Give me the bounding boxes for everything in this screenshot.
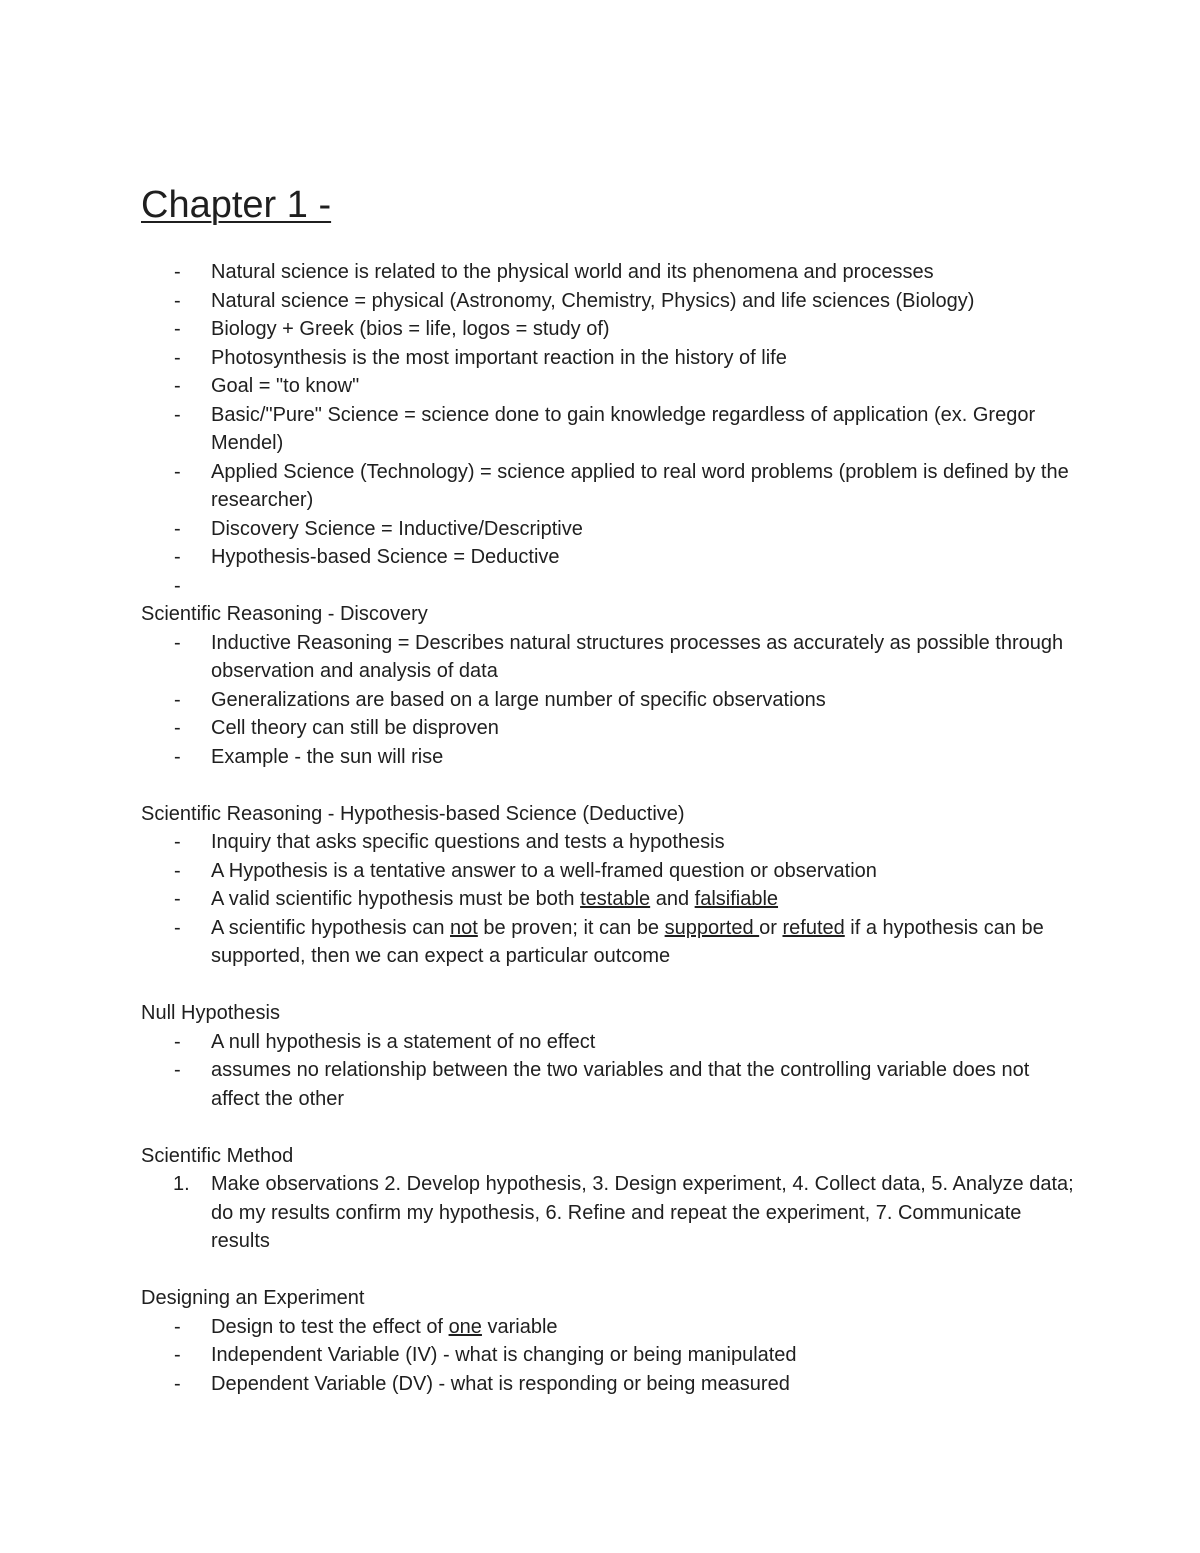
section-heading-hypothesis-based: Scientific Reasoning - Hypothesis-based Science (Deductive) <box>141 802 685 825</box>
list-item <box>141 828 1081 857</box>
list-item <box>141 372 1081 401</box>
dash-marker: - <box>174 831 181 853</box>
list-item-text: Applied Science (Technology) = science applied to real word problems (problem is defined by the researcher) <box>211 460 1069 511</box>
dash-marker: - <box>174 289 181 312</box>
designing-list <box>141 1313 1081 1399</box>
dash-marker: - <box>174 574 181 597</box>
list-item <box>141 857 1081 886</box>
dash-marker: - <box>174 859 181 882</box>
intro-list <box>141 258 1081 600</box>
list-item-text: Inquiry that asks specific questions and tests a hypothesis <box>211 831 725 853</box>
list-item-text: Goal = "to know" <box>211 375 360 397</box>
dash-marker: - <box>174 1344 181 1366</box>
section-heading-designing-experiment: Designing an Experiment <box>141 1287 365 1309</box>
page-title: Chapter 1 - <box>141 184 332 226</box>
list-item-text: Make observations 2. Develop hypothesis, 3. Design experiment, 4. Collect data, 5. Analyze data; do my results confirm my hypothesis, 6. Refine and repeat the experiment, 7. Communicate results <box>211 1173 1074 1252</box>
dash-marker: - <box>174 1059 181 1081</box>
list-item-text: and <box>650 888 695 910</box>
list-item-text: assumes no relationship between the two variables and that the controlling variable does not affect the other <box>211 1059 1030 1110</box>
hypothesis-based-list <box>141 828 1081 971</box>
list-item <box>141 629 1081 686</box>
blank-line <box>141 971 1081 1000</box>
blank-line <box>141 1113 1081 1142</box>
list-item-text: Independent Variable (IV) - what is changing or being manipulated <box>211 1344 797 1366</box>
list-item <box>141 1056 1081 1113</box>
list-item <box>141 344 1081 373</box>
section-heading-null-hypothesis: Null Hypothesis <box>141 1002 280 1024</box>
list-item <box>141 287 1081 316</box>
list-item <box>141 515 1081 544</box>
list-item <box>141 743 1081 772</box>
list-item-text: A null hypothesis is a statement of no effect <box>211 1030 596 1053</box>
dash-marker: - <box>174 631 181 654</box>
dash-marker: - <box>174 375 181 397</box>
list-item-text: be proven; it can be <box>477 916 665 939</box>
dash-marker: - <box>174 346 181 369</box>
dash-marker: - <box>174 888 181 910</box>
dash-marker: - <box>174 318 181 340</box>
dash-marker: - <box>174 745 181 768</box>
discovery-list <box>141 629 1081 772</box>
document-page <box>141 180 1081 1398</box>
list-item-text: Photosynthesis is the most important reaction in the history of life <box>211 346 787 369</box>
list-item-text: Natural science is related to the physical world and its phenomena and processes <box>211 261 934 283</box>
dash-marker: - <box>174 717 181 739</box>
dash-marker: - <box>174 546 181 568</box>
list-item <box>141 714 1081 743</box>
list-item-text: Hypothesis-based Science = Deductive <box>211 546 560 568</box>
list-item-text: A scientific hypothesis can <box>211 916 451 939</box>
underlined-term: supported <box>664 916 760 939</box>
dash-marker: - <box>174 1030 181 1053</box>
dash-marker: - <box>174 1315 181 1338</box>
list-item-empty <box>141 572 1081 601</box>
dash-marker: - <box>174 688 181 711</box>
list-item <box>141 543 1081 572</box>
list-item-text: or <box>759 916 783 939</box>
list-item <box>141 315 1081 344</box>
dash-marker: - <box>174 1372 181 1395</box>
list-item-text: Basic/"Pure" Science = science done to gain knowledge regardless of application (ex. Gregor Mendel) <box>211 403 1036 454</box>
list-item-text: A Hypothesis is a tentative answer to a well-framed question or observation <box>211 859 877 882</box>
dash-marker: - <box>174 403 181 426</box>
list-item-text: Cell theory can still be disproven <box>211 717 499 739</box>
dash-marker: - <box>174 916 181 939</box>
list-item <box>141 1313 1081 1342</box>
number-marker: 1. <box>173 1173 190 1195</box>
underlined-term: refuted <box>782 916 845 939</box>
list-item-text: Example - the sun will rise <box>211 745 444 768</box>
list-item-text: Design to test the effect of <box>211 1315 449 1338</box>
list-item <box>141 1028 1081 1057</box>
list-item-text: Biology + Greek (bios = life, logos = study of) <box>211 318 610 340</box>
list-item <box>141 1370 1081 1399</box>
dash-marker: - <box>174 460 181 483</box>
list-item-text: variable <box>481 1315 558 1338</box>
underlined-term: testable <box>580 888 651 910</box>
dash-marker: - <box>174 517 181 540</box>
blank-line <box>141 1256 1081 1285</box>
list-item-text: Inductive Reasoning = Describes natural structures processes as accurately as possible through observation and analysis of data <box>211 631 1064 682</box>
underlined-term: falsifiable <box>694 888 779 910</box>
dash-marker: - <box>174 261 181 283</box>
list-item-text: Generalizations are based on a large number of specific observations <box>211 688 826 711</box>
blank-line <box>141 771 1081 800</box>
list-item <box>141 258 1081 287</box>
list-item <box>141 686 1081 715</box>
underlined-term: not <box>450 916 478 939</box>
section-heading-scientific-method: Scientific Method <box>141 1144 294 1167</box>
list-item-text: A valid scientific hypothesis must be both <box>211 888 581 910</box>
scientific-method-list <box>141 1170 1081 1256</box>
list-item <box>141 458 1081 515</box>
list-item-text: Discovery Science = Inductive/Descriptive <box>211 517 583 540</box>
list-item-text: Natural science = physical (Astronomy, Chemistry, Physics) and life sciences (Biology) <box>211 289 975 312</box>
list-item-text: if a hypothesis can be supported, then we can expect a particular outcome <box>211 916 1044 967</box>
list-item <box>141 885 1081 914</box>
list-item-text: Dependent Variable (DV) - what is responding or being measured <box>211 1372 790 1395</box>
null-hypothesis-list <box>141 1028 1081 1114</box>
list-item <box>141 401 1081 458</box>
underlined-term: one <box>448 1315 482 1338</box>
section-heading-discovery: Scientific Reasoning - Discovery <box>141 603 428 625</box>
list-item <box>141 914 1081 971</box>
list-item <box>141 1170 1081 1256</box>
list-item <box>141 1341 1081 1370</box>
